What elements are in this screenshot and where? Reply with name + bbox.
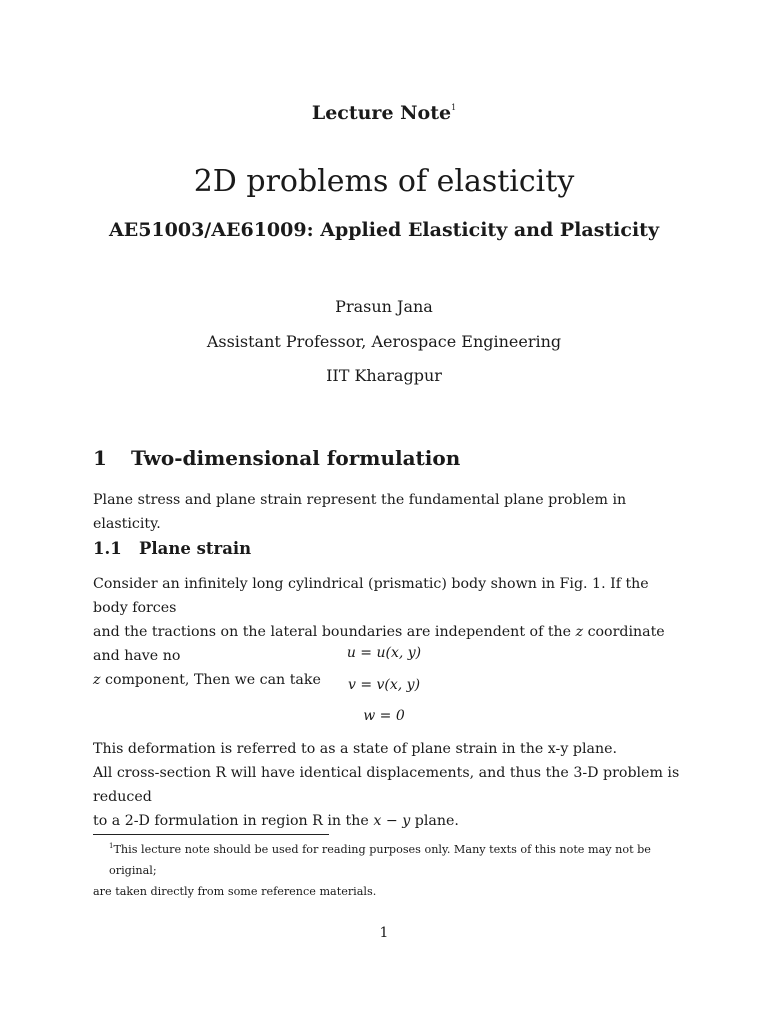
footnote-line: are taken directly from some reference materials. <box>93 885 377 898</box>
text-run: to a 2-D formulation in region R in the <box>93 813 374 829</box>
course-title: AE51003/AE61009: Applied Elasticity and Plasticity <box>108 219 659 241</box>
subsection-heading <box>93 539 251 558</box>
text-run: and the tractions on the lateral boundaries are independent of the <box>93 624 576 640</box>
document-title: 2D problems of elasticity <box>193 164 575 199</box>
footnote-marker: 1 <box>451 103 457 112</box>
text-run: coordinate and have no <box>93 624 665 664</box>
section-number: 1 <box>93 446 107 470</box>
math-variable: x − y <box>373 813 411 829</box>
equation-w: w = 0 <box>363 708 405 724</box>
math-variable: z <box>93 672 101 688</box>
footnote-marker: 1 <box>109 842 114 850</box>
paragraph-line: Consider an infinitely long cylindrical (prismatic) body shown in Fig. 1. If the body forces <box>93 576 649 616</box>
author-position: Assistant Professor, Aerospace Engineering <box>206 332 562 351</box>
plane-strain-definition: This deformation is referred to as a state of plane strain in the x-y plane. <box>93 741 617 757</box>
section-intro-paragraph: Plane stress and plane strain represent the fundamental plane problem in elasticity. <box>93 492 627 532</box>
author-institution: IIT Kharagpur <box>326 366 442 385</box>
footnote-divider <box>93 834 329 835</box>
lecture-note-label: Lecture Note <box>311 102 452 124</box>
equation-u: u = u(x, y) <box>346 645 422 661</box>
section-heading <box>93 446 460 470</box>
text-run: component, Then we can take <box>100 672 321 688</box>
plane-strain-paragraph <box>93 572 685 692</box>
author-name: Prasun Jana <box>335 297 433 316</box>
text-run: plane. <box>410 813 459 829</box>
footnote <box>93 836 693 902</box>
equation-v: v = v(x, y) <box>347 677 421 693</box>
paragraph-line <box>93 809 685 833</box>
section-title: Two-dimensional formulation <box>131 446 461 470</box>
paragraph-line: All cross-section R will have identical displacements, and thus the 3-D problem is reduced <box>93 765 680 805</box>
footnote-line <box>93 836 693 881</box>
subsection-title: Plane strain <box>139 539 252 558</box>
footnote-text: This lecture note should be used for reading purposes only. Many texts of this note may not be original; <box>109 843 651 877</box>
page-number: 1 <box>379 925 389 941</box>
cross-section-paragraph <box>93 761 685 833</box>
subsection-number: 1.1 <box>93 539 122 558</box>
math-variable: z <box>575 624 584 640</box>
lecture-note-heading <box>0 102 768 124</box>
